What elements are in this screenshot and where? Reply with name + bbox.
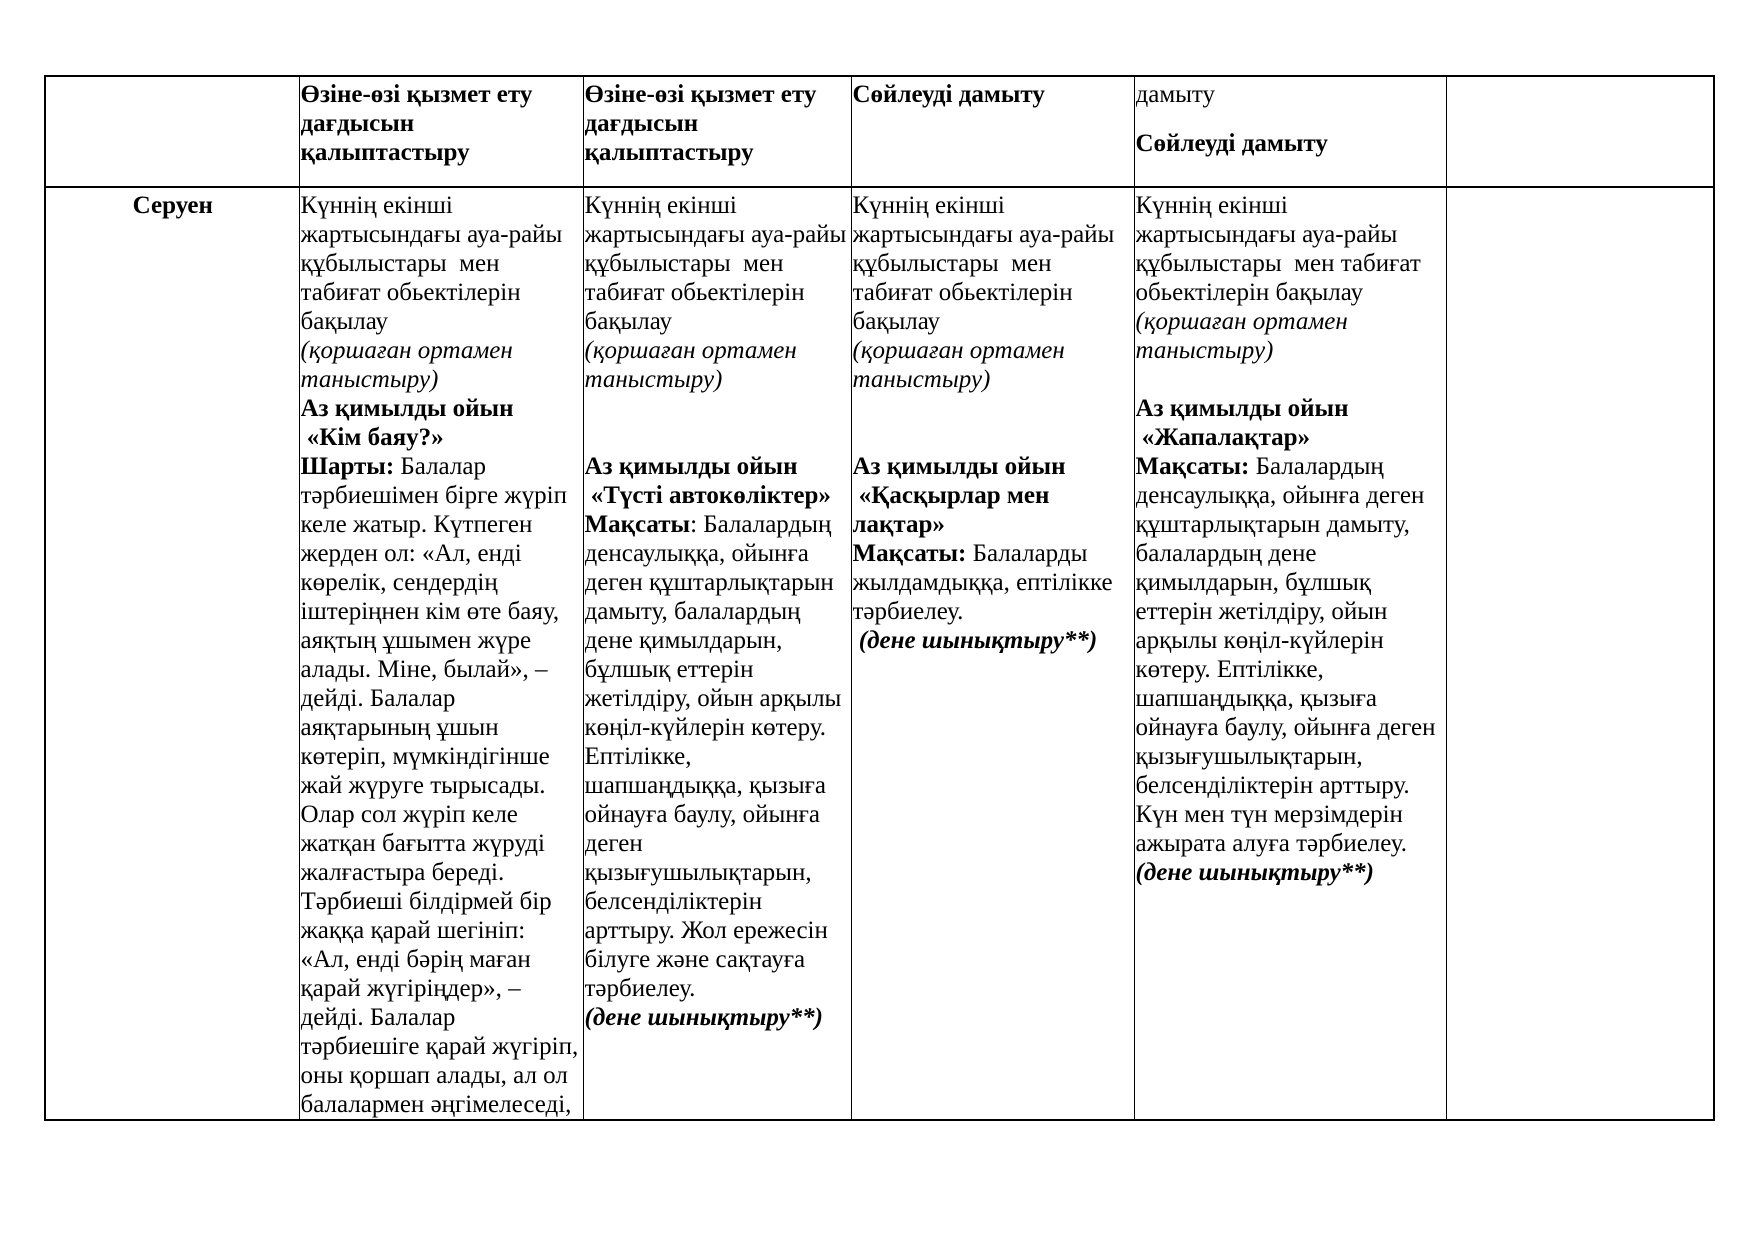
text-run: Ептілікке, <box>584 743 692 770</box>
text-run: қимылдарын, бұлшық <box>1135 569 1371 596</box>
text-line <box>301 916 583 945</box>
text-run: жетілдіру, ойын арқылы <box>584 685 842 712</box>
text-line <box>301 945 583 974</box>
text-run: бақылау <box>852 308 941 335</box>
text-line <box>585 713 851 742</box>
text-line <box>301 307 583 336</box>
text-line <box>1136 191 1446 220</box>
text-line <box>301 452 583 481</box>
table-cell-r2-c6 <box>1446 187 1714 1120</box>
text-line <box>585 742 851 771</box>
text-run: арқылы көңіл-күйлерін <box>1135 627 1384 654</box>
text-line <box>301 510 583 539</box>
text-line <box>585 80 851 109</box>
text-run: алады. Міне, былай», – <box>300 656 548 683</box>
text-line <box>301 887 583 916</box>
text-run: табиғат обьектілерін <box>300 279 521 306</box>
text-line <box>301 771 583 800</box>
text-line <box>1136 655 1446 684</box>
text-line <box>1136 800 1446 829</box>
text-run: табиғат обьектілерін <box>584 279 805 306</box>
text-line <box>301 191 583 220</box>
text-run: қарай жүгіріңдер», – <box>300 975 521 1002</box>
text-line <box>301 568 583 597</box>
text-line <box>853 510 1134 539</box>
text-run: «Кім баяу?» <box>300 424 444 451</box>
text-line <box>1136 307 1446 336</box>
text-line <box>301 1061 583 1090</box>
text-run: Серуен <box>132 192 213 219</box>
text-run: қалыптастыру <box>300 139 470 166</box>
text-run: құбылыстары мен <box>852 250 1052 277</box>
text-run: Күн мен түн мерзімдерін <box>1135 801 1403 828</box>
table-row-1 <box>45 76 1714 187</box>
table-row-2 <box>45 187 1714 1120</box>
text-run: Мақсаты <box>584 511 691 538</box>
text-line <box>853 80 1134 109</box>
text-line <box>1136 713 1446 742</box>
text-line <box>1136 80 1446 109</box>
text-run: жерден ол: «Ал, енді <box>300 540 522 567</box>
text-run: аяқтарының ұшын <box>300 714 499 741</box>
text-line <box>585 539 851 568</box>
table-cell-r1-c1 <box>45 76 299 187</box>
text-run: бақылау <box>300 308 389 335</box>
text-run: дейді. Балалар <box>300 1004 456 1031</box>
text-line <box>301 858 583 887</box>
text-line <box>301 1032 583 1061</box>
text-run: тәрбиешімен бірге жүріп <box>300 482 567 509</box>
text-line <box>853 365 1134 394</box>
text-line <box>853 220 1134 249</box>
lesson-plan-table-body <box>45 76 1714 1120</box>
text-run: деген құштарлықтарын <box>584 569 834 596</box>
text-line <box>1136 452 1446 481</box>
text-line <box>301 278 583 307</box>
text-run: қалыптастыру <box>584 139 754 166</box>
text-line <box>585 597 851 626</box>
text-run: Күннің екінші <box>300 192 453 219</box>
text-run: жартысындағы ауа-райы <box>852 221 1115 248</box>
text-line <box>853 336 1134 365</box>
text-line <box>853 452 1134 481</box>
text-run: табиғат обьектілерін <box>852 279 1073 306</box>
lesson-plan-table <box>44 75 1715 1121</box>
text-line <box>1136 336 1446 365</box>
text-run: тәрбиелеу. <box>852 598 964 625</box>
text-run: қызығушылықтарын, <box>584 859 812 886</box>
table-cell-r1-c2 <box>299 76 583 187</box>
text-line <box>301 80 583 109</box>
text-run: таныстыру) <box>1135 337 1274 364</box>
table-cell-r1-c6 <box>1446 76 1714 187</box>
text-line <box>301 597 583 626</box>
text-run: жылдамдыққа, ептілікке <box>852 569 1113 596</box>
text-line <box>301 423 583 452</box>
text-line <box>301 742 583 771</box>
blank-line <box>1136 365 1446 394</box>
text-line <box>301 394 583 423</box>
text-run: тәрбиелеу. <box>584 975 696 1002</box>
text-run: дағдысын <box>300 110 415 137</box>
text-line <box>1136 568 1446 597</box>
text-run: дамыту, балалардың <box>584 598 801 625</box>
text-line <box>1136 771 1446 800</box>
text-run: Балалардың <box>1249 453 1384 480</box>
text-run: дағдысын <box>584 110 699 137</box>
text-line <box>585 568 851 597</box>
text-run: аяқтың ұшымен жүре <box>300 627 532 654</box>
text-line <box>301 626 583 655</box>
text-line <box>301 481 583 510</box>
text-run: жаққа қарай шегініп: <box>300 917 526 944</box>
text-run: іштеріңнен кім өте баяу, <box>300 598 560 625</box>
text-run: (дене шынықтыру**) <box>1135 859 1375 886</box>
text-run: құбылыстары мен табиғат <box>1135 250 1421 277</box>
text-line <box>301 829 583 858</box>
text-run: бұлшық еттерін <box>584 656 754 683</box>
text-line <box>301 138 583 167</box>
text-line <box>301 1003 583 1032</box>
text-run: көңіл-күйлерін көтеру. <box>584 714 827 741</box>
text-run: жалғастыра береді. <box>300 859 505 886</box>
text-run: ойнауға баулу, ойынға <box>584 801 821 828</box>
text-line <box>853 307 1134 336</box>
text-run: құбылыстары мен <box>584 250 784 277</box>
text-run: құштарлықтарын дамыту, <box>1135 511 1410 538</box>
text-line <box>853 626 1134 655</box>
text-line <box>585 858 851 887</box>
text-line <box>1136 220 1446 249</box>
text-line <box>301 655 583 684</box>
text-run: бақылау <box>584 308 673 335</box>
text-line <box>585 800 851 829</box>
text-run: еттерін жетілдіру, ойын <box>1135 598 1388 625</box>
text-line <box>585 365 851 394</box>
text-run: денсаулыққа, ойынға <box>584 540 809 567</box>
text-line <box>1136 597 1446 626</box>
text-run: құбылыстары мен <box>300 250 500 277</box>
text-line <box>301 336 583 365</box>
text-line <box>585 138 851 167</box>
text-line <box>585 974 851 1003</box>
text-line <box>585 945 851 974</box>
text-run: қызығушылықтарын, <box>1135 743 1363 770</box>
text-run: ойнауға баулу, ойынға деген <box>1135 714 1436 741</box>
text-line <box>585 655 851 684</box>
blank-line <box>585 423 851 452</box>
text-line <box>1136 129 1446 158</box>
text-run: жартысындағы ауа-райы <box>1135 221 1398 248</box>
text-line <box>585 510 851 539</box>
text-run: деген <box>584 830 643 857</box>
text-line <box>1136 742 1446 771</box>
text-line <box>585 191 851 220</box>
text-run: Балаларды <box>966 540 1088 567</box>
text-line <box>1136 423 1446 452</box>
text-line <box>1136 539 1446 568</box>
text-run: балалардың дене <box>1135 540 1317 567</box>
text-line <box>585 481 851 510</box>
text-line <box>585 684 851 713</box>
text-run: Аз қимылды ойын <box>584 453 798 480</box>
text-run: денсаулыққа, ойынға деген <box>1135 482 1425 509</box>
text-run: Өзіне-өзі қызмет ету <box>584 81 817 108</box>
text-run: Сөйлеуді дамыту <box>1135 130 1328 157</box>
text-line <box>1136 249 1446 278</box>
blank-line <box>853 394 1134 423</box>
text-run: лақтар» <box>852 511 945 538</box>
text-run: Күннің екінші <box>584 192 737 219</box>
blank-line <box>585 394 851 423</box>
text-run: жатқан бағытта жүруді <box>300 830 545 857</box>
text-line <box>301 249 583 278</box>
text-line <box>301 684 583 713</box>
text-line <box>301 1090 583 1119</box>
text-line <box>853 481 1134 510</box>
text-line <box>301 539 583 568</box>
text-run: белсенділіктерін <box>584 888 763 915</box>
text-run: көрелік, сендердің <box>300 569 498 596</box>
text-line <box>853 539 1134 568</box>
text-line <box>853 568 1134 597</box>
text-run: Олар сол жүріп келе <box>300 801 518 828</box>
text-line <box>585 307 851 336</box>
text-line <box>1136 626 1446 655</box>
table-cell-r1-c4 <box>851 76 1134 187</box>
text-run: (дене шынықтыру**) <box>584 1004 824 1031</box>
text-run: ажырата алуға тәрбиелеу. <box>1135 830 1407 857</box>
text-run: шапшаңдыққа, қызыға <box>584 772 826 799</box>
text-run: балалармен әңгімелеседі, <box>300 1091 572 1118</box>
text-line <box>1136 278 1446 307</box>
text-run: «Ал, енді бәрің маған <box>300 946 531 973</box>
table-cell-r2-c1 <box>45 187 299 1120</box>
text-run: дене қимылдарын, <box>584 627 783 654</box>
text-run: білуге және сақтауға <box>584 946 806 973</box>
text-run: (қоршаған ортамен <box>852 337 1065 364</box>
table-cell-r2-c5 <box>1134 187 1446 1120</box>
text-run: Балалар <box>394 453 486 480</box>
text-run: Мақсаты: <box>852 540 967 567</box>
text-line <box>585 887 851 916</box>
text-run: жай жүруге тырысады. <box>300 772 546 799</box>
text-line <box>1136 481 1446 510</box>
text-line <box>853 597 1134 626</box>
text-line <box>585 452 851 481</box>
text-run: тәрбиешіге қарай жүгіріп, <box>300 1033 579 1060</box>
text-line <box>301 365 583 394</box>
text-run: (қоршаған ортамен <box>584 337 797 364</box>
text-run: жартысындағы ауа-райы <box>584 221 847 248</box>
table-cell-r2-c2 <box>299 187 583 1120</box>
text-run: «Жапалақтар» <box>1135 424 1311 451</box>
table-cell-r1-c5 <box>1134 76 1446 187</box>
text-run: : Балалардың <box>690 511 832 538</box>
text-run: Сөйлеуді дамыту <box>852 81 1045 108</box>
text-run: «Түсті автокөліктер» <box>584 482 831 509</box>
text-run: (дене шынықтыру**) <box>852 627 1098 654</box>
text-run: Шарты: <box>300 453 395 480</box>
text-line <box>1136 858 1446 887</box>
text-run: Өзіне-өзі қызмет ету <box>300 81 533 108</box>
text-run: таныстыру) <box>852 366 991 393</box>
text-line <box>585 220 851 249</box>
text-line <box>585 109 851 138</box>
table-cell-r2-c3 <box>583 187 851 1120</box>
text-line <box>853 278 1134 307</box>
blank-line <box>1136 109 1446 129</box>
text-run: белсенділіктерін арттыру. <box>1135 772 1410 799</box>
text-line <box>1136 684 1446 713</box>
text-line <box>1136 394 1446 423</box>
text-line <box>585 1003 851 1032</box>
table-cell-r1-c3 <box>583 76 851 187</box>
text-run: көтеру. Ептілікке, <box>1135 656 1324 683</box>
text-line <box>301 220 583 249</box>
text-line <box>585 626 851 655</box>
text-run: дамыту <box>1135 81 1216 108</box>
text-run: Аз қимылды ойын <box>852 453 1066 480</box>
text-line <box>585 278 851 307</box>
text-run: таныстыру) <box>300 366 439 393</box>
text-run: таныстыру) <box>584 366 723 393</box>
text-run: дейді. Балалар <box>300 685 456 712</box>
text-run: обьектілерін бақылау <box>1135 279 1364 306</box>
text-run: Тәрбиеші білдірмей бір <box>300 888 552 915</box>
text-line <box>585 829 851 858</box>
text-line <box>585 771 851 800</box>
text-run: арттыру. Жол ережесін <box>584 917 828 944</box>
text-line <box>853 191 1134 220</box>
text-line <box>1136 510 1446 539</box>
text-run: шапшаңдыққа, қызыға <box>1135 685 1377 712</box>
text-line <box>585 336 851 365</box>
text-line <box>585 916 851 945</box>
text-run: көтеріп, мүмкіндігінше <box>300 743 550 770</box>
text-run: (қоршаған ортамен <box>1135 308 1348 335</box>
blank-line <box>853 423 1134 452</box>
text-run: (қоршаған ортамен <box>300 337 513 364</box>
text-run: жартысындағы ауа-райы <box>300 221 563 248</box>
text-line <box>301 800 583 829</box>
text-run: «Қасқырлар мен <box>852 482 1050 509</box>
text-line <box>47 191 299 220</box>
text-line <box>301 109 583 138</box>
text-line <box>585 249 851 278</box>
text-line <box>301 713 583 742</box>
text-run: оны қоршап алады, ал ол <box>300 1062 568 1089</box>
text-run: Мақсаты: <box>1135 453 1250 480</box>
text-run: Күннің екінші <box>1135 192 1288 219</box>
text-run: Аз қимылды ойын <box>1135 395 1349 422</box>
table-cell-r2-c4 <box>851 187 1134 1120</box>
text-run: Күннің екінші <box>852 192 1005 219</box>
text-line <box>853 249 1134 278</box>
text-line <box>1136 829 1446 858</box>
text-run: Аз қимылды ойын <box>300 395 514 422</box>
text-run: келе жатыр. Күтпеген <box>300 511 533 538</box>
text-line <box>301 974 583 1003</box>
